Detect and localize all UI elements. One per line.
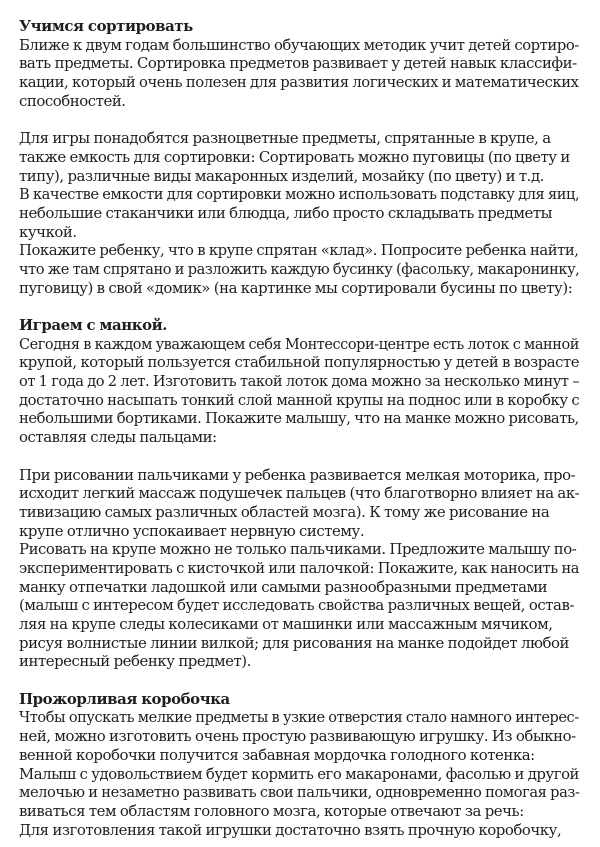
- paragraph-spacer: [19, 447, 579, 466]
- text-line: Чтобы опускать мелкие предметы в узкие отверстия стало намного интерес-: [19, 708, 579, 727]
- section-heading: Прожорливая коробочка: [19, 689, 230, 708]
- text-line: При рисовании пальчиками у ребенка развивается мелкая моторика, про-: [19, 465, 576, 484]
- text-line: крупой, который пользуется стабильной популярностью у детей в возрасте: [19, 353, 580, 372]
- section-heading: Учимся сортировать: [19, 17, 193, 35]
- text-line: тивизацию самых различных областей мозга). К тому же рисование на: [19, 502, 550, 521]
- text-line: что же там спрятано и разложить каждую бусинку (фасольку, макаронинку,: [19, 259, 580, 278]
- section-spacer: [19, 671, 579, 690]
- text-line: венной коробочки получится забавная мордочка голодного котенка:: [19, 745, 535, 764]
- text-line: оставляя следы пальцами:: [19, 428, 217, 447]
- section-semolina: [19, 316, 579, 671]
- text-line: также емкость для сортировки: Сортировать можно пуговицы (по цвету и: [19, 147, 570, 166]
- text-line: манку отпечатки ладошкой или самыми разнообразными предметами: [19, 577, 548, 596]
- text-line: ней, можно изготовить очень простую развивающую игрушку. Из обыкно-: [19, 727, 576, 746]
- section-spacer: [19, 297, 579, 316]
- text-line: кучкой.: [19, 222, 77, 241]
- text-line: ляя на крупе следы колесиками от машинки или массажным мячиком,: [19, 615, 553, 633]
- text-line: крупе отлично успокаивает нервную систему.: [19, 521, 365, 540]
- text-line: типу), различные виды макаронных изделий, мозайку (по цвету) и т.д.: [19, 166, 544, 185]
- text-line: Для игры понадобятся разноцветные предметы, спрятанные в крупе, а: [19, 129, 551, 148]
- text-line: Рисовать на крупе можно не только пальчиками. Предложите малышу по-: [19, 540, 577, 559]
- text-line: небольшими бортиками. Покажите малышу, что на манке можно рисовать,: [19, 409, 579, 428]
- paragraph: [19, 129, 579, 297]
- text-line: исходит легкий массаж подушечек пальцев (что благотворно влияет на ак-: [19, 484, 580, 503]
- text-line: достаточно насыпать тонкий слой манной крупы на поднос или в коробку с: [19, 390, 580, 409]
- text-line: способностей.: [19, 91, 126, 110]
- text-line: вать предметы. Сортировка предметов развивает у детей навык классифи-: [19, 54, 577, 73]
- document-page: [19, 17, 579, 839]
- text-line: экспериментировать с кисточкой или палочкой: Покажите, как наносить на: [19, 558, 580, 577]
- section-heading: Играем с манкой.: [19, 316, 168, 334]
- text-line: виваться тем областям головного мозга, которые отвечают за речь:: [19, 801, 524, 820]
- text-line: пуговицу) в свой «домик» (на картинке мы сортировали бусины по цвету):: [19, 278, 573, 297]
- text-line: В качестве емкости для сортировки можно использовать подставку для яиц,: [19, 185, 580, 204]
- paragraph: [19, 466, 579, 672]
- text-line: Для изготовления такой игрушки достаточно взять прочную коробочку,: [19, 820, 562, 839]
- text-line: Малыш с удовольствием будет кормить его макаронами, фасолью и другой: [19, 764, 580, 783]
- text-line: небольшие стаканчики или блюдца, либо просто складывать предметы: [19, 203, 553, 222]
- text-line: Покажите ребенку, что в крупе спрятан «клад». Попросите ребенка найти,: [19, 241, 579, 260]
- text-line: интересный ребенку предмет).: [19, 652, 251, 671]
- paragraph-spacer: [19, 110, 579, 129]
- text-line: (малыш с интересом будет исследовать свойства различных вещей, остав-: [19, 596, 574, 615]
- paragraph: [19, 708, 579, 839]
- paragraph: [19, 36, 579, 111]
- text-line: кации, который очень полезен для развития логических и математических: [19, 73, 579, 92]
- text-line: мелочью и незаметно развивать свои пальчики, одновременно помогая раз-: [19, 783, 580, 802]
- text-line: Сегодня в каждом уважающем себя Монтессори-центре есть лоток с манной: [19, 334, 579, 353]
- section-hungry-box: [19, 690, 579, 840]
- text-line: рисуя волнистые линии вилкой; для рисования на манке подойдет любой: [19, 633, 569, 652]
- section-sorting: [19, 17, 579, 297]
- text-line: от 1 года до 2 лет. Изготовить такой лоток дома можно за несколько минут –: [19, 372, 580, 391]
- text-line: Ближе к двум годам большинство обучающих методик учит детей сортиро-: [19, 35, 579, 54]
- paragraph: [19, 335, 579, 447]
